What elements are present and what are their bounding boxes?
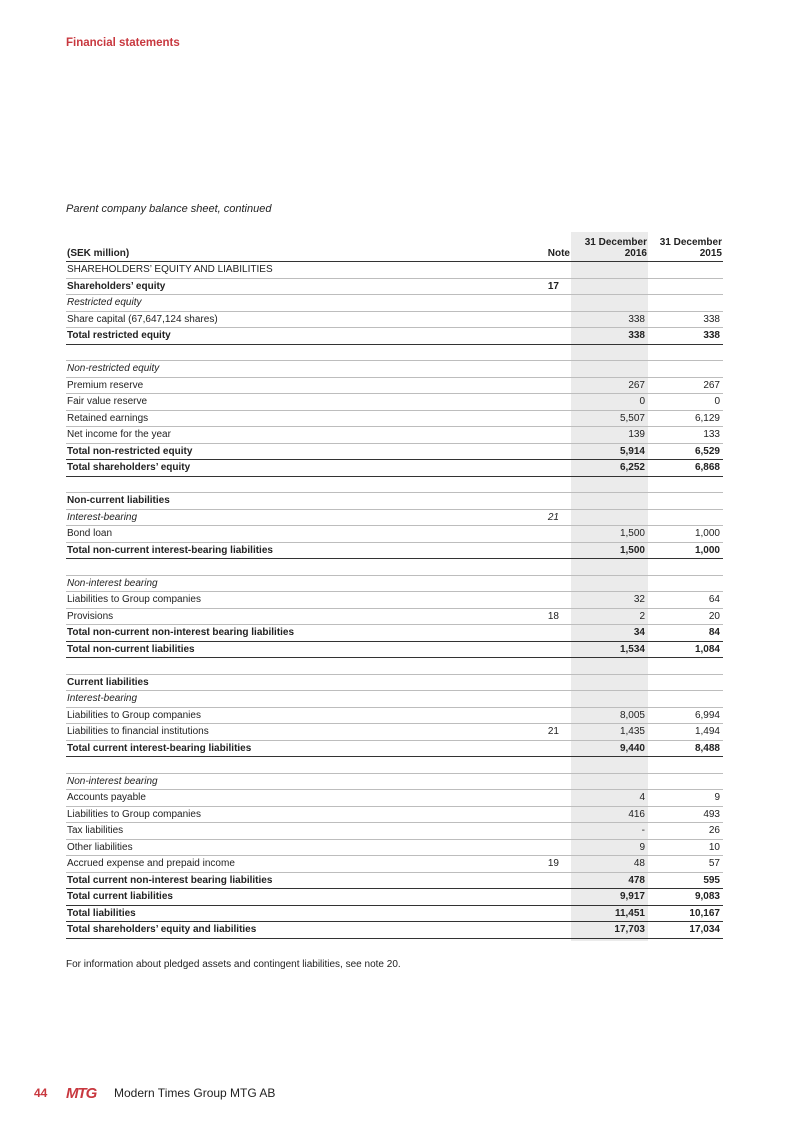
row-value-2016: 338 bbox=[571, 328, 648, 345]
row-label: Non-interest bearing bbox=[66, 575, 521, 592]
table-row bbox=[66, 658, 723, 675]
column-header-2016 bbox=[571, 232, 648, 262]
row-value-2016: 4 bbox=[571, 790, 648, 807]
row-value-2015: 338 bbox=[648, 311, 723, 328]
row-value-2016: 416 bbox=[571, 806, 648, 823]
row-label: Bond loan bbox=[66, 526, 521, 543]
row-value-2015 bbox=[648, 757, 723, 774]
table-row bbox=[66, 641, 723, 658]
table-row bbox=[66, 427, 723, 444]
row-note: 19 bbox=[521, 856, 571, 873]
row-note bbox=[521, 740, 571, 757]
row-value-2016: 1,500 bbox=[571, 542, 648, 559]
row-value-2015: 64 bbox=[648, 592, 723, 609]
row-value-2016 bbox=[571, 559, 648, 576]
table-row bbox=[66, 773, 723, 790]
table-row bbox=[66, 905, 723, 922]
table-row bbox=[66, 328, 723, 345]
table-row bbox=[66, 790, 723, 807]
row-note bbox=[521, 922, 571, 939]
row-label bbox=[66, 476, 521, 493]
column-header-2016-line2: 2016 bbox=[624, 248, 647, 259]
row-note bbox=[521, 839, 571, 856]
row-note bbox=[521, 526, 571, 543]
row-value-2016 bbox=[571, 361, 648, 378]
table-row bbox=[66, 724, 723, 741]
row-value-2015: 595 bbox=[648, 872, 723, 889]
row-value-2015: 6,529 bbox=[648, 443, 723, 460]
row-value-2016 bbox=[571, 757, 648, 774]
table-row bbox=[66, 410, 723, 427]
row-value-2016 bbox=[571, 344, 648, 361]
row-label: Interest-bearing bbox=[66, 509, 521, 526]
row-value-2016: 32 bbox=[571, 592, 648, 609]
table-row bbox=[66, 394, 723, 411]
row-value-2015 bbox=[648, 344, 723, 361]
table-row bbox=[66, 757, 723, 774]
page-footer bbox=[34, 1083, 275, 1103]
row-value-2016: 267 bbox=[571, 377, 648, 394]
row-note bbox=[521, 625, 571, 642]
row-note bbox=[521, 889, 571, 906]
row-value-2015 bbox=[648, 295, 723, 312]
row-label: Liabilities to Group companies bbox=[66, 707, 521, 724]
row-value-2016: 8,005 bbox=[571, 707, 648, 724]
row-note bbox=[521, 542, 571, 559]
table-row bbox=[66, 559, 723, 576]
row-value-2015: 9,083 bbox=[648, 889, 723, 906]
row-note bbox=[521, 328, 571, 345]
column-header-2015-line1: 31 December bbox=[659, 237, 722, 248]
row-label: Net income for the year bbox=[66, 427, 521, 444]
row-note bbox=[521, 476, 571, 493]
row-label: Liabilities to Group companies bbox=[66, 592, 521, 609]
row-note bbox=[521, 559, 571, 576]
row-note bbox=[521, 757, 571, 774]
row-value-2016: 48 bbox=[571, 856, 648, 873]
row-value-2015 bbox=[648, 262, 723, 279]
row-label: Current liabilities bbox=[66, 674, 521, 691]
row-value-2016: - bbox=[571, 823, 648, 840]
row-note bbox=[521, 905, 571, 922]
row-value-2015: 6,129 bbox=[648, 410, 723, 427]
row-label: Non-interest bearing bbox=[66, 773, 521, 790]
row-value-2015 bbox=[648, 773, 723, 790]
row-note: 21 bbox=[521, 724, 571, 741]
row-label: Provisions bbox=[66, 608, 521, 625]
row-label: Total restricted equity bbox=[66, 328, 521, 345]
row-note bbox=[521, 295, 571, 312]
table-row bbox=[66, 839, 723, 856]
row-value-2016: 11,451 bbox=[571, 905, 648, 922]
row-note bbox=[521, 592, 571, 609]
row-label: Other liabilities bbox=[66, 839, 521, 856]
table-row bbox=[66, 674, 723, 691]
column-header-2016-line1: 31 December bbox=[584, 237, 647, 248]
row-value-2016: 0 bbox=[571, 394, 648, 411]
row-value-2016: 5,507 bbox=[571, 410, 648, 427]
row-value-2015 bbox=[648, 509, 723, 526]
row-note bbox=[521, 410, 571, 427]
table-row bbox=[66, 262, 723, 279]
table-header-row bbox=[66, 232, 723, 262]
row-label: Accounts payable bbox=[66, 790, 521, 807]
row-value-2015: 6,868 bbox=[648, 460, 723, 477]
table-row bbox=[66, 295, 723, 312]
column-header-2015-line2: 2015 bbox=[699, 248, 722, 259]
row-label: Total non-current non-interest bearing liabilities bbox=[66, 625, 521, 642]
row-label bbox=[66, 658, 521, 675]
row-value-2015: 57 bbox=[648, 856, 723, 873]
table-row bbox=[66, 889, 723, 906]
row-value-2016: 17,703 bbox=[571, 922, 648, 939]
row-value-2015: 8,488 bbox=[648, 740, 723, 757]
row-value-2016 bbox=[571, 509, 648, 526]
table-row bbox=[66, 311, 723, 328]
row-label: Non-restricted equity bbox=[66, 361, 521, 378]
row-value-2015: 20 bbox=[648, 608, 723, 625]
row-value-2016: 2 bbox=[571, 608, 648, 625]
row-value-2016 bbox=[571, 262, 648, 279]
row-note: 21 bbox=[521, 509, 571, 526]
row-label: Total current liabilities bbox=[66, 889, 521, 906]
row-value-2015: 6,994 bbox=[648, 707, 723, 724]
row-value-2015 bbox=[648, 674, 723, 691]
row-value-2016: 1,534 bbox=[571, 641, 648, 658]
row-note bbox=[521, 427, 571, 444]
row-label: Accrued expense and prepaid income bbox=[66, 856, 521, 873]
company-name: Modern Times Group MTG AB bbox=[114, 1086, 276, 1100]
row-value-2015: 1,000 bbox=[648, 526, 723, 543]
table-row bbox=[66, 377, 723, 394]
row-value-2016: 478 bbox=[571, 872, 648, 889]
row-label: Liabilities to Group companies bbox=[66, 806, 521, 823]
row-note bbox=[521, 823, 571, 840]
table-row bbox=[66, 493, 723, 510]
row-value-2015: 493 bbox=[648, 806, 723, 823]
table-row bbox=[66, 460, 723, 477]
table-row bbox=[66, 592, 723, 609]
row-value-2016: 34 bbox=[571, 625, 648, 642]
row-label: Total non-current liabilities bbox=[66, 641, 521, 658]
footnote: For information about pledged assets and contingent liabilities, see note 20. bbox=[66, 959, 401, 970]
page-number: 44 bbox=[34, 1086, 48, 1100]
row-value-2015: 17,034 bbox=[648, 922, 723, 939]
row-label: Restricted equity bbox=[66, 295, 521, 312]
row-label: Total shareholders’ equity bbox=[66, 460, 521, 477]
row-note: 17 bbox=[521, 278, 571, 295]
row-value-2016: 9 bbox=[571, 839, 648, 856]
row-note bbox=[521, 641, 571, 658]
row-label: Interest-bearing bbox=[66, 691, 521, 708]
table-row bbox=[66, 707, 723, 724]
row-label: Premium reserve bbox=[66, 377, 521, 394]
row-value-2016 bbox=[571, 476, 648, 493]
row-note bbox=[521, 806, 571, 823]
row-label: Shareholders’ equity bbox=[66, 278, 521, 295]
balance-sheet-table bbox=[66, 232, 723, 939]
row-note bbox=[521, 344, 571, 361]
row-value-2016: 9,917 bbox=[571, 889, 648, 906]
table-row bbox=[66, 344, 723, 361]
row-note bbox=[521, 674, 571, 691]
row-label: Total liabilities bbox=[66, 905, 521, 922]
row-label: Total non-restricted equity bbox=[66, 443, 521, 460]
row-value-2015 bbox=[648, 493, 723, 510]
row-value-2016 bbox=[571, 295, 648, 312]
row-value-2016: 338 bbox=[571, 311, 648, 328]
column-header-label: (SEK million) bbox=[66, 232, 521, 262]
row-value-2015 bbox=[648, 691, 723, 708]
row-label: Non-current liabilities bbox=[66, 493, 521, 510]
row-value-2015: 1,084 bbox=[648, 641, 723, 658]
table-row bbox=[66, 872, 723, 889]
row-note bbox=[521, 311, 571, 328]
table-row bbox=[66, 806, 723, 823]
table-row bbox=[66, 542, 723, 559]
row-value-2015 bbox=[648, 575, 723, 592]
row-value-2015: 26 bbox=[648, 823, 723, 840]
row-value-2015 bbox=[648, 559, 723, 576]
row-value-2015: 9 bbox=[648, 790, 723, 807]
row-label: Total shareholders’ equity and liabilities bbox=[66, 922, 521, 939]
row-note bbox=[521, 773, 571, 790]
table-row bbox=[66, 691, 723, 708]
table-row bbox=[66, 278, 723, 295]
row-note bbox=[521, 394, 571, 411]
row-label: Liabilities to financial institutions bbox=[66, 724, 521, 741]
row-note bbox=[521, 262, 571, 279]
row-label: Retained earnings bbox=[66, 410, 521, 427]
column-header-note: Note bbox=[521, 232, 571, 262]
row-label: Tax liabilities bbox=[66, 823, 521, 840]
row-note bbox=[521, 443, 571, 460]
table-row bbox=[66, 740, 723, 757]
row-label: Share capital (67,647,124 shares) bbox=[66, 311, 521, 328]
table-row bbox=[66, 526, 723, 543]
row-note bbox=[521, 790, 571, 807]
row-note bbox=[521, 460, 571, 477]
row-value-2015: 338 bbox=[648, 328, 723, 345]
row-value-2015: 1,000 bbox=[648, 542, 723, 559]
table-row bbox=[66, 856, 723, 873]
table-row bbox=[66, 625, 723, 642]
row-label bbox=[66, 344, 521, 361]
row-value-2016: 5,914 bbox=[571, 443, 648, 460]
row-value-2016: 6,252 bbox=[571, 460, 648, 477]
row-value-2016 bbox=[571, 493, 648, 510]
row-value-2015: 10 bbox=[648, 839, 723, 856]
row-value-2015: 84 bbox=[648, 625, 723, 642]
row-value-2016 bbox=[571, 278, 648, 295]
company-logo: MTG bbox=[66, 1084, 97, 1102]
row-label: Total non-current interest-bearing liabilities bbox=[66, 542, 521, 559]
table-row bbox=[66, 922, 723, 939]
row-note bbox=[521, 493, 571, 510]
table-row bbox=[66, 476, 723, 493]
section-label: Financial statements bbox=[66, 37, 180, 49]
row-note: 18 bbox=[521, 608, 571, 625]
row-note bbox=[521, 872, 571, 889]
row-value-2016 bbox=[571, 658, 648, 675]
row-label bbox=[66, 559, 521, 576]
row-note bbox=[521, 707, 571, 724]
table-row bbox=[66, 361, 723, 378]
row-value-2015 bbox=[648, 658, 723, 675]
row-value-2016 bbox=[571, 674, 648, 691]
table-row bbox=[66, 575, 723, 592]
row-value-2015 bbox=[648, 476, 723, 493]
table-row bbox=[66, 443, 723, 460]
table-subtitle: Parent company balance sheet, continued bbox=[66, 203, 272, 215]
row-value-2016: 1,500 bbox=[571, 526, 648, 543]
row-note bbox=[521, 691, 571, 708]
row-value-2015: 1,494 bbox=[648, 724, 723, 741]
row-note bbox=[521, 575, 571, 592]
row-note bbox=[521, 658, 571, 675]
row-value-2016: 139 bbox=[571, 427, 648, 444]
row-label: Total current non-interest bearing liabilities bbox=[66, 872, 521, 889]
row-value-2016: 9,440 bbox=[571, 740, 648, 757]
row-value-2015: 133 bbox=[648, 427, 723, 444]
row-value-2016 bbox=[571, 691, 648, 708]
row-note bbox=[521, 377, 571, 394]
row-label bbox=[66, 757, 521, 774]
table-row bbox=[66, 823, 723, 840]
row-note bbox=[521, 361, 571, 378]
row-value-2016 bbox=[571, 575, 648, 592]
row-value-2016: 1,435 bbox=[571, 724, 648, 741]
table-row bbox=[66, 608, 723, 625]
table-row bbox=[66, 509, 723, 526]
row-label: Total current interest-bearing liabilities bbox=[66, 740, 521, 757]
row-value-2016 bbox=[571, 773, 648, 790]
row-label: Fair value reserve bbox=[66, 394, 521, 411]
row-value-2015: 10,167 bbox=[648, 905, 723, 922]
row-label: SHAREHOLDERS’ EQUITY AND LIABILITIES bbox=[66, 262, 521, 279]
row-value-2015 bbox=[648, 361, 723, 378]
row-value-2015: 0 bbox=[648, 394, 723, 411]
row-value-2015: 267 bbox=[648, 377, 723, 394]
column-header-2015 bbox=[648, 232, 723, 262]
row-value-2015 bbox=[648, 278, 723, 295]
